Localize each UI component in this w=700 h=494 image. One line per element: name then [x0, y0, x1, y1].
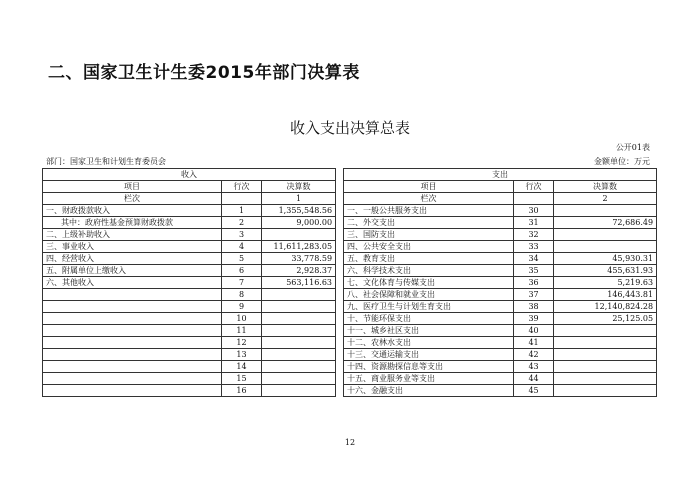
expense-item-header: 项目	[344, 181, 514, 193]
table-row	[43, 373, 657, 385]
income-line: 12	[222, 337, 262, 349]
expense-line: 34	[514, 253, 554, 265]
expense-item: 十四、资源勘探信息等支出	[344, 361, 514, 373]
table-row	[43, 277, 657, 289]
expense-line: 36	[514, 277, 554, 289]
expense-line: 45	[514, 385, 554, 397]
expense-section-header: 支出	[344, 169, 657, 181]
expense-amount	[554, 205, 657, 217]
income-item: 其中：政府性基金预算财政拨款	[43, 217, 222, 229]
income-amount	[262, 301, 336, 313]
expense-item: 十、节能环保支出	[344, 313, 514, 325]
expense-amount: 146,443.81	[554, 289, 657, 301]
expense-line: 43	[514, 361, 554, 373]
unit-label: 金额单位：万元	[594, 157, 650, 166]
income-line: 2	[222, 217, 262, 229]
expense-item: 十一、城乡社区支出	[344, 325, 514, 337]
expense-amount	[554, 385, 657, 397]
expense-item: 十五、商业服务业等支出	[344, 373, 514, 385]
page-number: 12	[344, 438, 356, 447]
expense-item: 十六、金融支出	[344, 385, 514, 397]
expense-amount-header: 决算数	[554, 181, 657, 193]
income-item	[43, 373, 222, 385]
expense-line-header: 行次	[514, 181, 554, 193]
income-amount	[262, 361, 336, 373]
income-item: 二、上级补助收入	[43, 229, 222, 241]
table-row	[43, 313, 657, 325]
income-amount: 9,000.00	[262, 217, 336, 229]
page-heading: 二、国家卫生计生委2015年部门决算表	[48, 63, 360, 83]
table-title: 收入支出决算总表	[289, 119, 410, 137]
table-row	[43, 325, 657, 337]
expense-item: 二、外交支出	[344, 217, 514, 229]
department-label: 部门：国家卫生和计划生育委员会	[46, 157, 166, 166]
income-amount	[262, 385, 336, 397]
income-item: 四、经营收入	[43, 253, 222, 265]
income-item	[43, 289, 222, 301]
table-row	[43, 205, 657, 217]
income-amount: 33,778.59	[262, 253, 336, 265]
expense-column-number: 2	[554, 193, 657, 205]
income-line: 4	[222, 241, 262, 253]
expense-item: 一、一般公共服务支出	[344, 205, 514, 217]
expense-column-label: 栏次	[344, 193, 514, 205]
income-item	[43, 349, 222, 361]
table-row	[43, 217, 657, 229]
income-expense-table	[42, 168, 657, 397]
expense-item: 四、公共安全支出	[344, 241, 514, 253]
income-line: 6	[222, 265, 262, 277]
income-item	[43, 337, 222, 349]
income-line: 16	[222, 385, 262, 397]
income-line: 8	[222, 289, 262, 301]
expense-line: 39	[514, 313, 554, 325]
income-item	[43, 361, 222, 373]
income-line: 14	[222, 361, 262, 373]
income-section-header: 收入	[43, 169, 336, 181]
expense-line: 31	[514, 217, 554, 229]
expense-line: 41	[514, 337, 554, 349]
expense-item: 十二、农林水支出	[344, 337, 514, 349]
table-row	[43, 265, 657, 277]
expense-amount: 72,686.49	[554, 217, 657, 229]
income-line: 5	[222, 253, 262, 265]
income-line: 15	[222, 373, 262, 385]
expense-line: 42	[514, 349, 554, 361]
income-line: 1	[222, 205, 262, 217]
income-column-number: 1	[262, 193, 336, 205]
expense-amount: 12,140,824.28	[554, 301, 657, 313]
expense-line: 40	[514, 325, 554, 337]
table-row	[43, 253, 657, 265]
income-amount	[262, 349, 336, 361]
income-line-header: 行次	[222, 181, 262, 193]
income-item	[43, 301, 222, 313]
expense-amount	[554, 373, 657, 385]
expense-line: 44	[514, 373, 554, 385]
income-amount	[262, 313, 336, 325]
expense-line: 32	[514, 229, 554, 241]
income-line: 7	[222, 277, 262, 289]
expense-amount	[554, 229, 657, 241]
form-number: 公开01表	[615, 143, 650, 152]
income-line: 10	[222, 313, 262, 325]
expense-item: 十三、交通运输支出	[344, 349, 514, 361]
income-line: 3	[222, 229, 262, 241]
expense-item: 九、医疗卫生与计划生育支出	[344, 301, 514, 313]
income-line: 13	[222, 349, 262, 361]
income-amount	[262, 373, 336, 385]
income-item	[43, 313, 222, 325]
expense-amount	[554, 325, 657, 337]
expense-item: 八、社会保障和就业支出	[344, 289, 514, 301]
expense-amount: 5,219.63	[554, 277, 657, 289]
income-item-header: 项目	[43, 181, 222, 193]
table-row	[43, 241, 657, 253]
income-item: 一、财政拨款收入	[43, 205, 222, 217]
income-column-label: 栏次	[43, 193, 222, 205]
expense-item: 五、教育支出	[344, 253, 514, 265]
income-amount: 563,116.63	[262, 277, 336, 289]
income-amount: 1,355,548.56	[262, 205, 336, 217]
expense-amount: 25,125.05	[554, 313, 657, 325]
income-line: 9	[222, 301, 262, 313]
income-amount	[262, 325, 336, 337]
expense-line: 30	[514, 205, 554, 217]
income-amount	[262, 337, 336, 349]
table-row	[43, 301, 657, 313]
expense-item: 七、文化体育与传媒支出	[344, 277, 514, 289]
income-amount-header: 决算数	[262, 181, 336, 193]
table-row	[43, 361, 657, 373]
expense-amount: 45,930.31	[554, 253, 657, 265]
table-row	[43, 229, 657, 241]
table-row	[43, 385, 657, 397]
income-item: 六、其他收入	[43, 277, 222, 289]
income-item	[43, 385, 222, 397]
table-row	[43, 349, 657, 361]
expense-item: 六、科学技术支出	[344, 265, 514, 277]
table-row	[43, 289, 657, 301]
expense-amount	[554, 349, 657, 361]
expense-line: 38	[514, 301, 554, 313]
expense-line: 33	[514, 241, 554, 253]
income-item: 五、附属单位上缴收入	[43, 265, 222, 277]
income-line: 11	[222, 325, 262, 337]
income-item	[43, 325, 222, 337]
expense-amount	[554, 337, 657, 349]
expense-item: 三、国防支出	[344, 229, 514, 241]
expense-amount	[554, 241, 657, 253]
expense-amount: 455,631.93	[554, 265, 657, 277]
income-amount	[262, 289, 336, 301]
income-item: 三、事业收入	[43, 241, 222, 253]
income-amount	[262, 229, 336, 241]
expense-line: 37	[514, 289, 554, 301]
income-amount: 2,928.37	[262, 265, 336, 277]
table-row	[43, 337, 657, 349]
expense-amount	[554, 361, 657, 373]
expense-line: 35	[514, 265, 554, 277]
income-amount: 11,611,283.05	[262, 241, 336, 253]
